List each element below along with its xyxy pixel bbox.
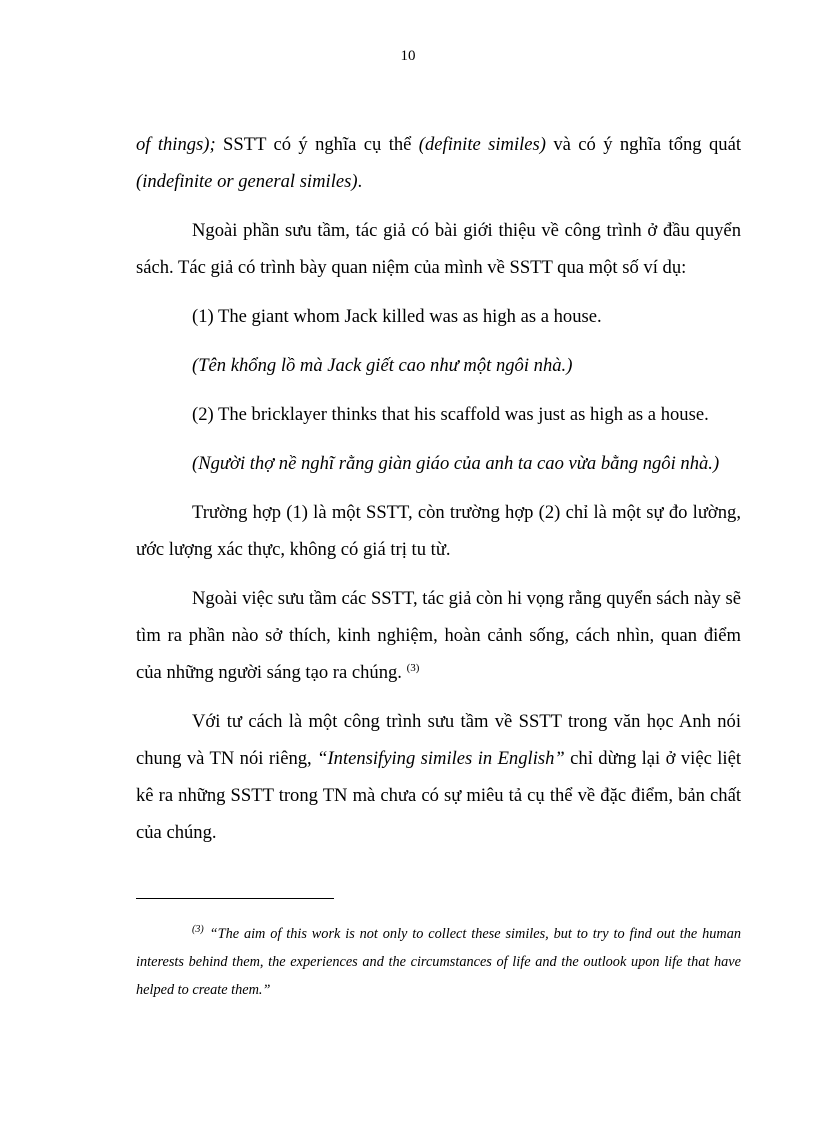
example-2: (2) The bricklayer thinks that his scaffold was just as high as a house. (192, 404, 709, 425)
footnote (136, 920, 741, 1004)
paragraph-introduction: Ngoài phần sưu tầm, tác giả có bài giới thiệu về công trình ở đầu quyển sách. Tác giả có trình bày quan niệm của mình về SSTT qua một số ví dụ: (136, 220, 741, 278)
footnote-text: “The aim of this work is not only to collect these similes, but to try to find out the human interests behind them, the experiences and the circumstances of life and the outlook upon life that have helped to create them.” (136, 926, 741, 998)
body-text (136, 126, 741, 863)
italic-phrase: (Người thợ nề nghĩ rằng giàn giáo của anh ta cao vừa bằng ngôi nhà.) (192, 453, 720, 474)
example-1: (1) The giant whom Jack killed was as high as a house. (192, 306, 602, 327)
italic-phrase: (Tên khổng lồ mà Jack giết cao như một ngôi nhà.) (192, 355, 573, 376)
footnote-reference: (3) (406, 661, 420, 674)
italic-phrase: (definite similes) (418, 134, 546, 155)
page-number: 10 (400, 48, 416, 64)
text-span: . (357, 171, 363, 192)
footnote-mark: (3) (192, 924, 204, 936)
paragraph-continuation (136, 126, 741, 200)
text-span: Ngoài việc sưu tầm các SSTT, tác giả còn hi vọng rằng quyển sách này sẽ tìm ra phần nào sở thích, kinh nghiệm, hoàn cảnh sống, cách nhìn, quan điểm của những người sáng tạo ra chúng. (136, 588, 741, 683)
paragraph-author-hope (136, 580, 741, 691)
example-1-translation (136, 347, 741, 384)
paragraph-case-explanation: Trường hợp (1) là một SSTT, còn trường hợp (2) chỉ là một sự đo lường, ước lượng xác thực, không có giá trị tu từ. (136, 502, 741, 560)
italic-phrase: (indefinite or general similes) (136, 171, 358, 192)
footnote-separator (136, 898, 334, 899)
book-title: “Intensifying similes in English” (317, 748, 565, 769)
example-2-translation (136, 445, 741, 482)
text-span: Với tư cách là một công trình sưu tầm về SSTT trong văn học Anh nói chung và TN nói riêng, (136, 711, 741, 769)
text-span: và có ý nghĩa tổng quát (545, 134, 741, 155)
text-span: SSTT có ý nghĩa cụ thể (215, 134, 419, 155)
paragraph-conclusion (136, 703, 741, 851)
italic-phrase: of things); (136, 134, 216, 155)
text-span: chỉ dừng lại ở việc liệt kê ra những SSTT trong TN mà chưa có sự miêu tả cụ thể về đặc điểm, bản chất của chúng. (136, 748, 742, 843)
